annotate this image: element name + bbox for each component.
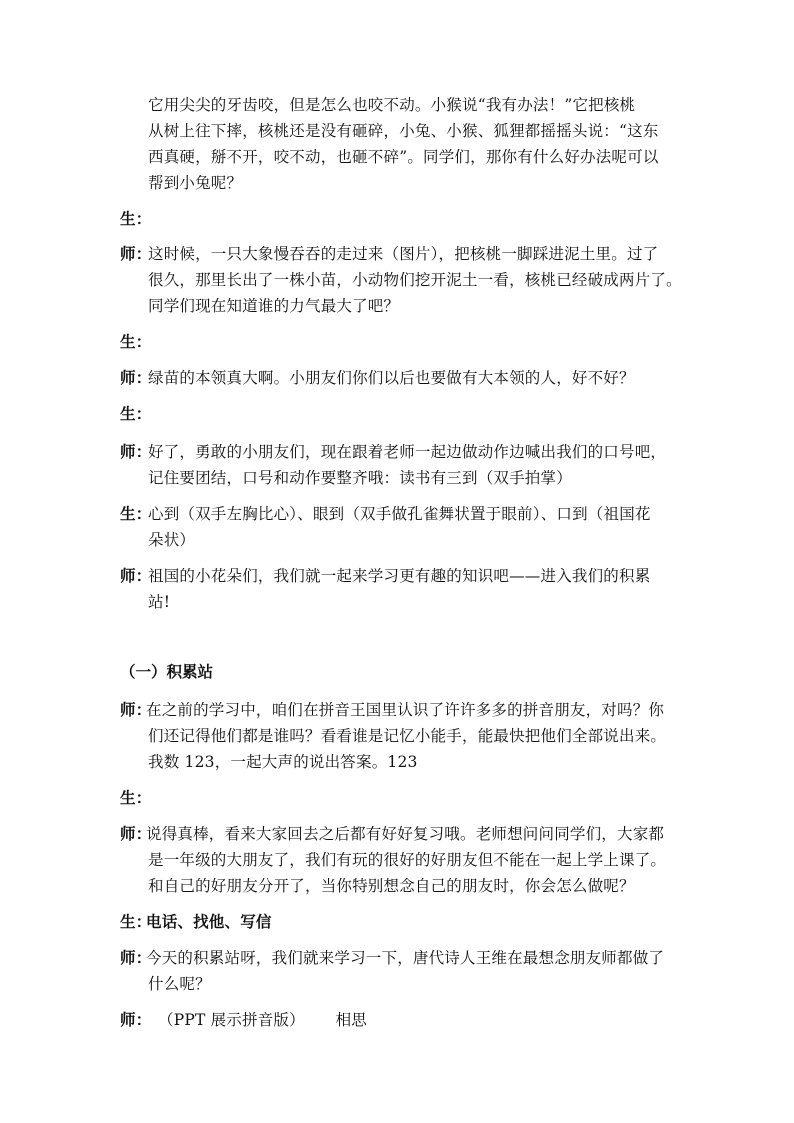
paragraph-line: 朵状） [148, 531, 196, 549]
paragraph-line: 祖国的小花朵们，我们就一起来学习更有趣的知识吧——进入我们的积累 [148, 567, 651, 585]
paragraph-line: 什么呢？ [148, 975, 211, 993]
speaker-label: 师： [120, 824, 152, 843]
paragraph-line: 很久，那里长出了一株小苗，小动物们挖开泥土一看，核桃已经破成两片了。 [148, 271, 682, 289]
speaker-label: 师： [120, 700, 152, 719]
paragraph-line: 心到（双手左胸比心）、眼到（双手做孔雀舞状置于眼前）、口到（祖国花 [148, 505, 651, 523]
speaker-label: 师： [120, 948, 152, 967]
paragraph-line: （PPT 展示拼音版） 相思 [158, 1011, 367, 1029]
paragraph-line: 记住要团结，口号和动作要整齐哦：读书有三到（双手拍掌） [148, 469, 572, 487]
speaker-label: 生： [120, 788, 152, 807]
paragraph-line: 在之前的学习中，咱们在拼音王国里认识了许许多多的拼音朋友，对吗？你 [146, 701, 665, 719]
paragraph-line: 这时候，一只大象慢吞吞的走过来（图片），把核桃一脚踩进泥土里。过了 [148, 245, 659, 263]
speaker-label: 师： [120, 442, 152, 461]
speaker-label: 师： [120, 1010, 152, 1029]
paragraph-line: 从树上往下摔，核桃还是没有砸碎，小兔、小猴、狐狸都摇摇头说：“这东 [148, 122, 659, 140]
paragraph-line: 和自己的好朋友分开了，当你特别想念自己的朋友时，你会怎么做呢？ [148, 877, 635, 895]
speaker-label: 生： [120, 404, 152, 423]
speaker-label: 师： [120, 244, 152, 263]
speaker-label: 师： [120, 368, 152, 387]
paragraph-line: 同学们现在知道谁的力气最大了吧？ [148, 297, 400, 315]
paragraph-line: 们还记得他们都是谁吗？看看谁是记忆小能手，能最快把他们全部说出来。 [148, 727, 667, 745]
paragraph-line: 电话、找他、写信 [146, 912, 272, 931]
paragraph-line: 绿苗的本领真大啊。小朋友们你们以后也要做有大本领的人，好不好？ [148, 369, 635, 387]
paragraph-line: 它用尖尖的牙齿咬，但是怎么也咬不动。小猴说“我有办法！”它把核桃 [148, 96, 636, 114]
speaker-label: 师： [120, 566, 152, 585]
speaker-label: 生： [120, 209, 152, 228]
paragraph-line: 是一年级的大朋友了，我们有玩的很好的好朋友但不能在一起上学上课了。 [148, 851, 667, 869]
paragraph-line: 帮到小兔呢？ [148, 174, 243, 192]
paragraph-line: 我数 123，一起大声的说出答案。123 [148, 753, 418, 771]
paragraph-line: 好了，勇敢的小朋友们，现在跟着老师一起边做动作边喊出我们的口号吧， [148, 443, 667, 461]
paragraph-line: 站! [148, 593, 171, 611]
speaker-label: 生： [120, 504, 152, 523]
paragraph-line: 西真硬，掰不开，咬不动，也砸不碎”。同学们，那你有什么好办法呢可以 [148, 148, 659, 166]
speaker-label: 生： [120, 332, 152, 351]
paragraph-line: 说得真棒，看来大家回去之后都有好好复习哦。老师想问问同学们，大家都 [146, 825, 665, 843]
speaker-label: 生： [120, 912, 152, 931]
paragraph-line: 今天的积累站呀，我们就来学习一下，唐代诗人王维在最想念朋友师都做了 [146, 949, 665, 967]
section-heading: （一）积累站 [120, 662, 214, 681]
